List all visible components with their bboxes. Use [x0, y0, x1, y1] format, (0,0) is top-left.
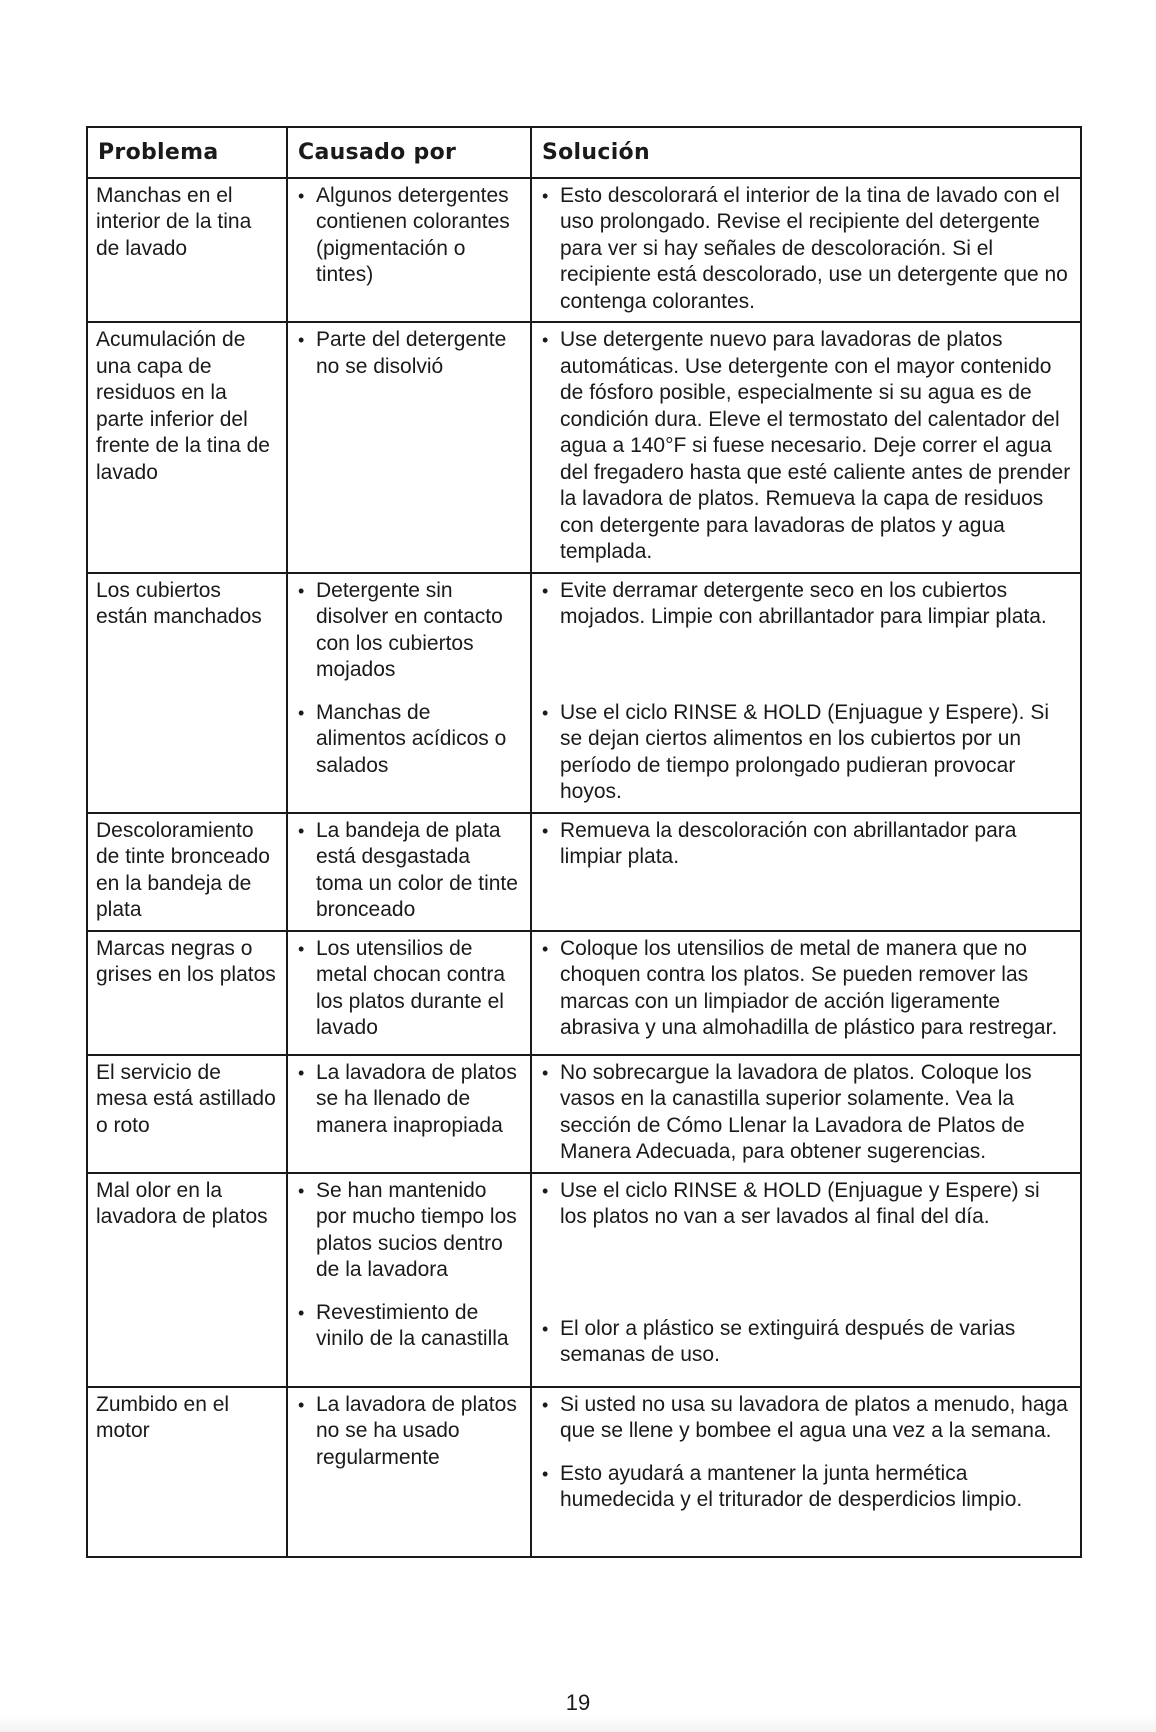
- table-row: [87, 178, 1081, 323]
- page-number: 19: [565, 1690, 591, 1715]
- problem-cell: Zumbido en el motor: [87, 1387, 287, 1557]
- cause-item: • Los utensilios de metal chocan contra los platos durante el lavado: [296, 936, 522, 1042]
- cause-cell: [287, 322, 531, 573]
- cause-cell: [287, 573, 531, 813]
- table-row: [87, 322, 1081, 573]
- solution-item: • Esto descolorará el interior de la tina de lavado con el uso prolongado. Revise el recipiente del detergente para ver si hay señales de descoloración. Si el recipiente está descolorado, use un detergente que no contenga colorantes.: [540, 183, 1072, 316]
- solution-cell: [531, 573, 1081, 813]
- cause-item: • La lavadora de platos se ha llenado de manera inapropiada: [296, 1060, 522, 1140]
- solution-cell: [531, 1055, 1081, 1173]
- solution-item: • Esto ayudará a mantener la junta hermética humedecida y el triturador de desperdicios limpio.: [540, 1461, 1072, 1514]
- cause-item: • Algunos detergentes contienen colorantes (pigmentación o tintes): [296, 183, 522, 289]
- cause-item: • La bandeja de plata está desgastada toma un color de tinte bronceado: [296, 818, 522, 924]
- header-cause: Causado por: [287, 127, 531, 178]
- table-row: [87, 1055, 1081, 1173]
- problem-cell: Manchas en el interior de la tina de lavado: [87, 178, 287, 323]
- cause-item: • La lavadora de platos no se ha usado regularmente: [296, 1392, 522, 1472]
- troubleshooting-table: [86, 126, 1082, 1558]
- table-row: [87, 1173, 1081, 1387]
- cause-cell: [287, 931, 531, 1055]
- problem-cell: Los cubiertos están manchados: [87, 573, 287, 813]
- solution-cell: [531, 931, 1081, 1055]
- cause-cell: [287, 178, 531, 323]
- solution-item: • Use detergente nuevo para lavadoras de platos automáticas. Use detergente con el mayor contenido de fósforo posible, especialmente si su agua es de condición dura. Eleve el termostato del calentador del agua a 140°F si fuese necesario. Deje correr el agua del fregadero hasta que esté caliente antes de prender la lavadora de platos. Remueva la capa de residuos con detergente para lavadoras de platos y agua templada.: [540, 327, 1072, 566]
- table-row: [87, 813, 1081, 931]
- cause-item: • Se han mantenido por mucho tiempo los platos sucios dentro de la lavadora: [296, 1178, 522, 1284]
- cause-cell: [287, 1387, 531, 1557]
- table-row: [87, 573, 1081, 813]
- header-problem: Problema: [87, 127, 287, 178]
- solution-item: • Use el ciclo RINSE & HOLD (Enjuague y Espere) si los platos no van a ser lavados al final del día.: [540, 1178, 1072, 1300]
- problem-cell: El servicio de mesa está astillado o roto: [87, 1055, 287, 1173]
- solution-item: • Evite derramar detergente seco en los cubiertos mojados. Limpie con abrillantador para limpiar plata.: [540, 578, 1072, 684]
- cause-item: • Manchas de alimentos acídicos o salados: [296, 700, 522, 780]
- cause-item: • Parte del detergente no se disolvió: [296, 327, 522, 380]
- table-row: [87, 931, 1081, 1055]
- solution-cell: [531, 813, 1081, 931]
- solution-item: • Coloque los utensilios de metal de manera que no choquen contra los platos. Se pueden remover las marcas con un limpiador de acción ligeramente abrasiva y una almohadilla de plástico para restregar.: [540, 936, 1072, 1042]
- problem-cell: Mal olor en la lavadora de platos: [87, 1173, 287, 1387]
- table-header-row: [87, 127, 1081, 178]
- cause-cell: [287, 1173, 531, 1387]
- cause-cell: [287, 813, 531, 931]
- solution-cell: [531, 1173, 1081, 1387]
- cause-cell: [287, 1055, 531, 1173]
- scan-edge: [0, 1716, 1156, 1732]
- problem-cell: Descoloramiento de tinte bronceado en la bandeja de plata: [87, 813, 287, 931]
- solution-cell: [531, 178, 1081, 323]
- solution-item: • Use el ciclo RINSE & HOLD (Enjuague y Espere). Si se dejan ciertos alimentos en los cubiertos por un período de tiempo prolongado pudieran provocar hoyos.: [540, 700, 1072, 806]
- solution-item: • Remueva la descoloración con abrillantador para limpiar plata.: [540, 818, 1072, 871]
- problem-cell: Marcas negras o grises en los platos: [87, 931, 287, 1055]
- cause-item: • Detergente sin disolver en contacto con los cubiertos mojados: [296, 578, 522, 684]
- table-row: [87, 1387, 1081, 1557]
- solution-item: • No sobrecargue la lavadora de platos. Coloque los vasos en la canastilla superior solamente. Vea la sección de Cómo Llenar la Lavadora de Platos de Manera Adecuada, para obtener sugerencias.: [540, 1060, 1072, 1166]
- solution-cell: [531, 322, 1081, 573]
- solution-item: • Si usted no usa su lavadora de platos a menudo, haga que se llene y bombee el agua una vez a la semana.: [540, 1392, 1072, 1445]
- problem-cell: Acumulación de una capa de residuos en la parte inferior del frente de la tina de lavado: [87, 322, 287, 573]
- solution-cell: [531, 1387, 1081, 1557]
- solution-item: • El olor a plástico se extinguirá después de varias semanas de uso.: [540, 1316, 1072, 1369]
- header-solution: Solución: [531, 127, 1081, 178]
- cause-item: • Revestimiento de vinilo de la canastilla: [296, 1300, 522, 1353]
